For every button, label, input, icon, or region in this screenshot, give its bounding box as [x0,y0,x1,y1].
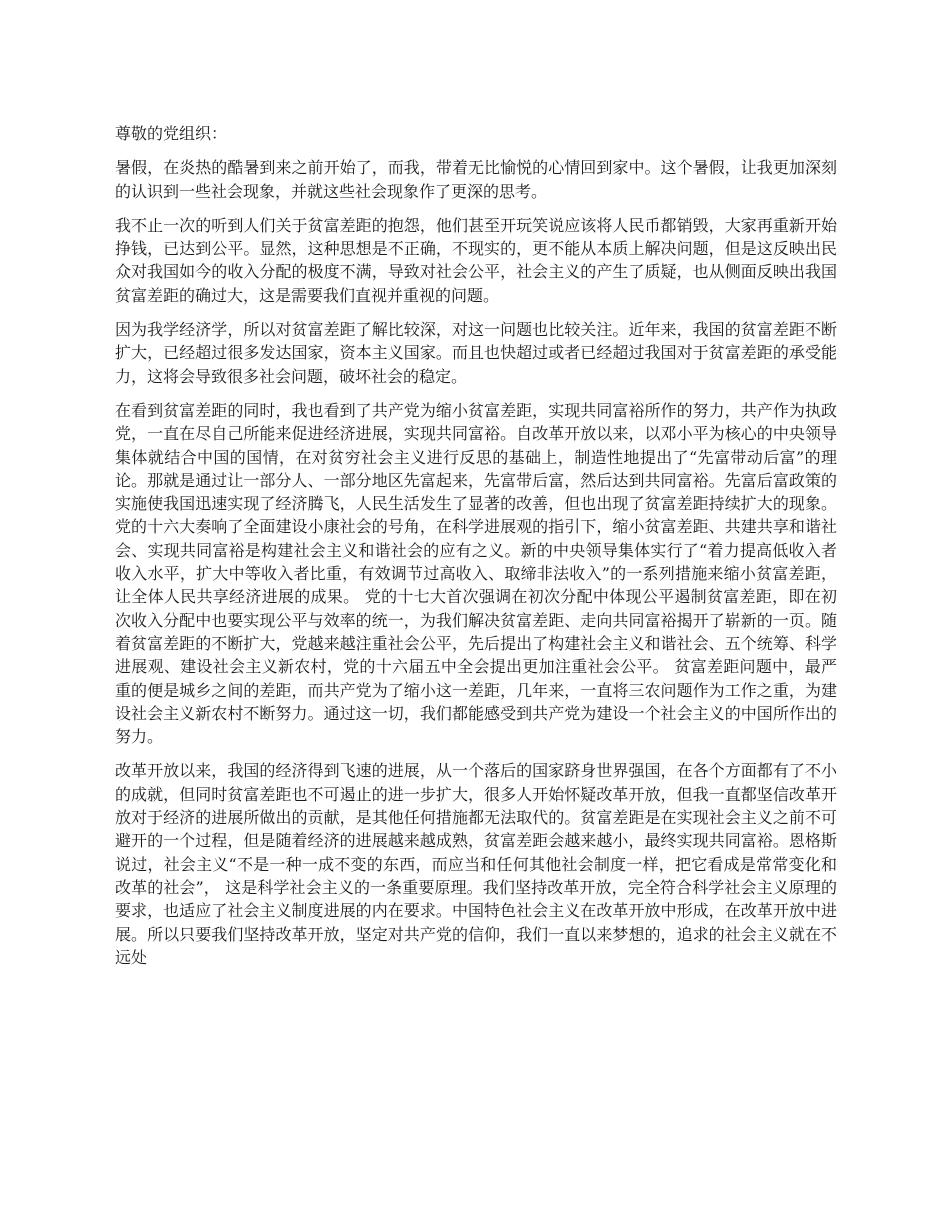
salutation: 尊敬的党组织： [115,124,228,143]
paragraph-3: 因为我学经济学，所以对贫富差距了解比较深，对这一问题也比较关注。近年来，我国的贫富差距不断扩大，已经超过很多发达国家，资本主义国家。而且也快超过或者已经超过我国对于贫富差距的承受能力，这将会导致很多社会问题，破坏社会的稳定。 [115,320,837,386]
paragraph-5: 改革开放以来，我国的经济得到飞速的进展，从一个落后的国家跻身世界强国，在各个方面都有了不小的成就，但同时贫富差距也不可遏止的进一步扩大，很多人开始怀疑改革开放，但我一直都坚信改革开放对于经济的进展所做出的贡献，是其他任何措施都无法取代的。贫富差距是在实现社会主义之前不可避开的一个过程，但是随着经济的进展越来越成熟，贫富差距会越来越小，最终实现共同富裕。恩格斯说过，社会主义“不是一种一成不变的东西，而应当和任何其他社会制度一样，把它看成是常常变化和改革的社会”， 这是科学社会主义的一条重要原理。我们坚持改革开放，完全符合科学社会主义原理的要求，也适应了社会主义制度进展的内在要求。中国特色社会主义在改革开放中形成，在改革开放中进展。所以只要我们坚持改革开放，坚定对共产党的信仰，我们一直以来梦想的，追求的社会主义就在不远处 [115,761,837,967]
paragraph-4: 在看到贫富差距的同时，我也看到了共产党为缩小贫富差距，实现共同富裕所作的努力，共产作为执政党，一直在尽自己所能来促进经济进展，实现共同富裕。自改革开放以来，以邓小平为核心的中央领导集体就结合中国的国情，在对贫穷社会主义进行反思的基础上，制造性地提出了“先富带动后富”的理论。那就是通过让一部分人、一部分地区先富起来，先富带后富，然后达到共同富裕。先富后富政策的实施使我国迅速实现了经济腾飞，人民生活发生了显著的改善，但也出现了贫富差距持续扩大的现象。 党的十六大奏响了全面建设小康社会的号角，在科学进展观的指引下，缩小贫富差距、共建共享和谐社会、实现共同富裕是构建社会主义和谐社会的应有之义。新的中央领导集体实行了“着力提高低收入者收入水平，扩大中等收入者比重，有效调节过高收入、取缔非法收入”的一系列措施来缩小贫富差距，让全体人民共享经济进展的成果。 党的十七大首次强调在初次分配中体现公平遏制贫富差距，即在初次收入分配中也要实现公平与效率的统一，为我们解决贫富差距、走向共同富裕揭开了崭新的一页。随着贫富差距的不断扩大，党越来越注重社会公平，先后提出了构建社会主义和谐社会、五个统筹、科学进展观、建设社会主义新农村，党的十六届五中全会提出更加注重社会公平。 贫富差距问题中，最严重的便是城乡之间的差距，而共产党为了缩小这一差距，几年来，一直将三农问题作为工作之重，为建设社会主义新农村不断努力。通过这一切，我们都能感受到共产党为建设一个社会主义的中国所作出的努力。 [115,400,837,747]
document-body [115,122,837,980]
paragraph-2: 我不止一次的听到人们关于贫富差距的抱怨，他们甚至开玩笑说应该将人民币都销毁，大家再重新开始挣钱，已达到公平。显然，这种思想是不正确，不现实的，更不能从本质上解决问题，但是这反映出民众对我国如今的收入分配的极度不满，导致对社会公平，社会主义的产生了质疑，也从侧面反映出我国贫富差距的确过大，这是需要我们直视并重视的问题。 [115,215,837,305]
paragraph-1: 暑假，在炎热的酷暑到来之前开始了，而我，带着无比愉悦的心情回到家中。这个暑假，让我更加深刻的认识到一些社会现象，并就这些社会现象作了更深的思考。 [115,158,837,201]
